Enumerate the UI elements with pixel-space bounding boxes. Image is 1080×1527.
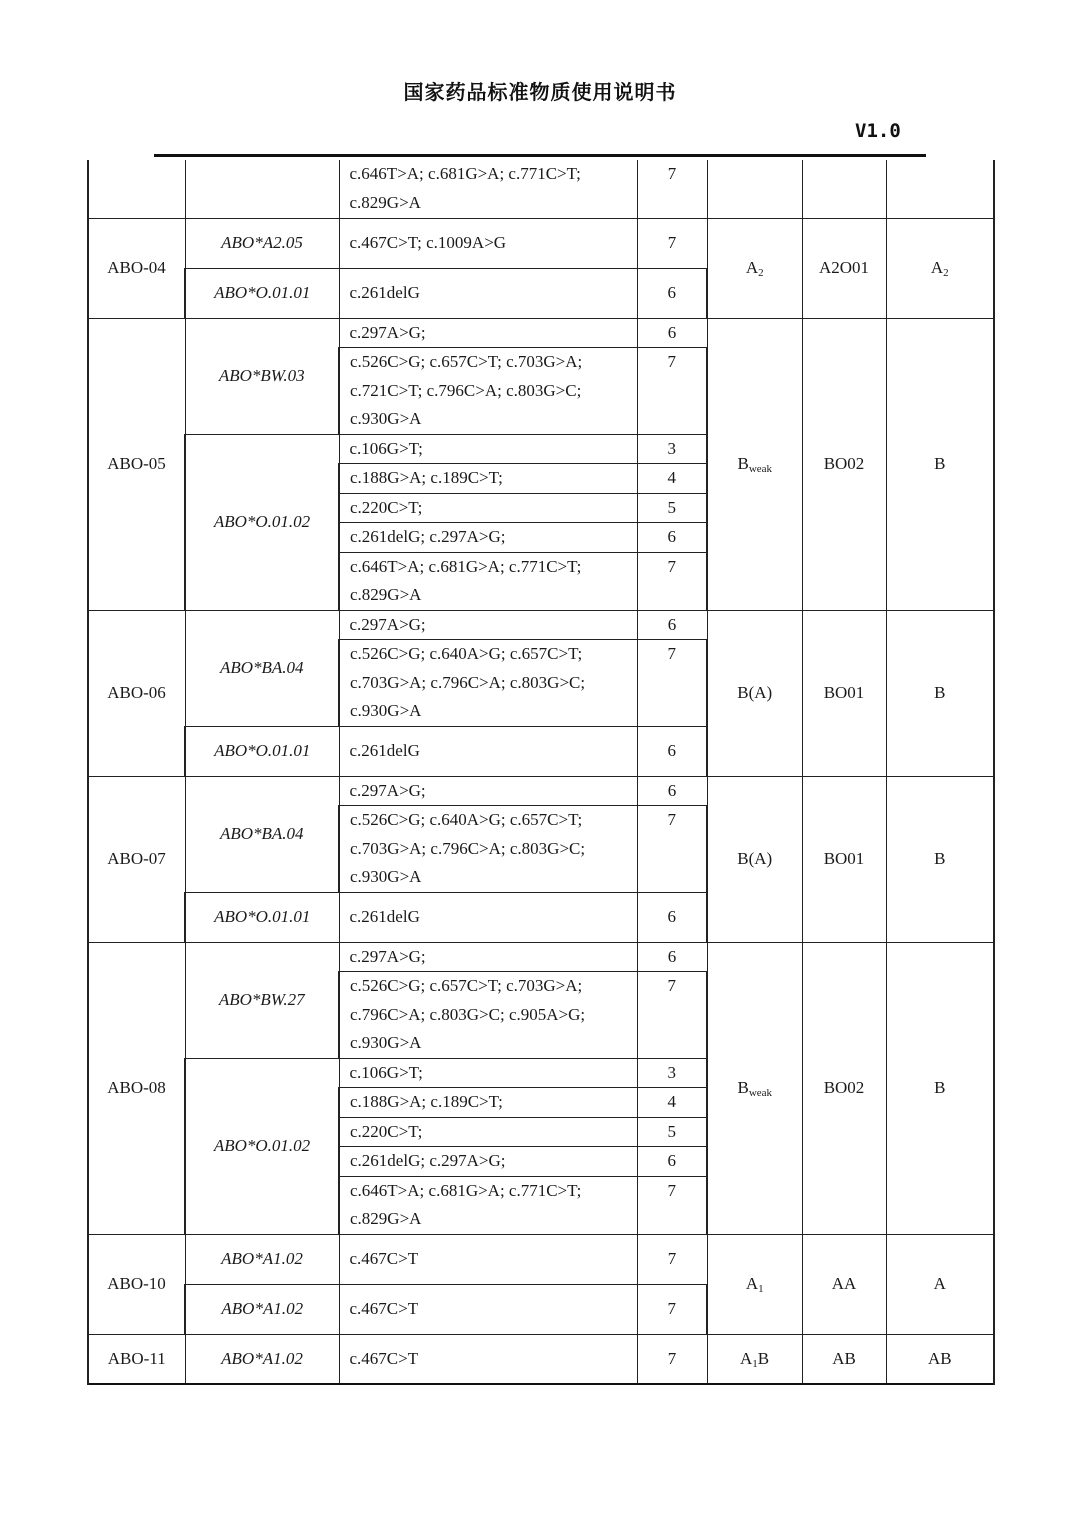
genotype-cell: A2O01 [802, 218, 886, 318]
sample-id: ABO-08 [88, 942, 185, 1234]
phenotype-base: A [745, 257, 759, 277]
phenotype-sub: 1 [758, 1282, 764, 1295]
exon-cell: 4 [637, 464, 707, 494]
exon-cell: 7 [637, 160, 707, 218]
variant-cell: c.106G>T; [339, 1058, 637, 1088]
blood-type-base: A [930, 257, 944, 277]
exon-cell: 6 [637, 726, 707, 776]
allele-cell-empty [185, 160, 339, 218]
exon-cell: 6 [637, 523, 707, 553]
exon-cell: 7 [637, 640, 707, 727]
variant-cell: c.646T>A; c.681G>A; c.771C>T; c.829G>A [339, 1176, 637, 1234]
variant-cell: c.646T>A; c.681G>A; c.771C>T; c.829G>A [339, 160, 637, 218]
variant-cell: c.297A>G; [339, 318, 637, 348]
phenotype-cell [707, 1334, 802, 1384]
id-cell-empty [88, 160, 185, 218]
allele-name: ABO*O.01.01 [185, 726, 339, 776]
allele-name: ABO*O.01.02 [185, 434, 339, 610]
exon-cell: 4 [637, 1088, 707, 1118]
variant-cell: c.297A>G; [339, 776, 637, 806]
genotype-cell: BO01 [802, 610, 886, 776]
variant-cell: c.297A>G; [339, 942, 637, 972]
variant-cell: c.106G>T; [339, 434, 637, 464]
genotype-cell: BO01 [802, 776, 886, 942]
variant-cell: c.467C>T [339, 1284, 637, 1334]
sample-id: ABO-05 [88, 318, 185, 610]
genotype-cell: AB [802, 1334, 886, 1384]
exon-cell: 7 [637, 218, 707, 268]
sample-id: ABO-11 [88, 1334, 185, 1384]
exon-cell: 7 [637, 1234, 707, 1284]
variant-cell: c.297A>G; [339, 610, 637, 640]
allele-name: ABO*BA.04 [185, 776, 339, 892]
variant-cell: c.188G>A; c.189C>T; [339, 1088, 637, 1118]
allele-name: ABO*BA.04 [185, 610, 339, 726]
allele-name: ABO*A1.02 [185, 1334, 339, 1384]
table-row-abo-06 [88, 610, 994, 640]
variant-cell: c.526C>G; c.657C>T; c.703G>A; c.796C>A; c.803G>C; c.905A>G; c.930G>A [339, 972, 637, 1059]
variant-cell: c.220C>T; [339, 1117, 637, 1147]
variant-cell: c.526C>G; c.640A>G; c.657C>T; c.703G>A; c.796C>A; c.803G>C; c.930G>A [339, 640, 637, 727]
blood-type-cell: A [886, 1234, 994, 1334]
sample-id: ABO-06 [88, 610, 185, 776]
exon-cell: 7 [637, 806, 707, 893]
phenotype-tail: B [757, 1348, 770, 1368]
variant-cell: c.467C>T; c.1009A>G [339, 218, 637, 268]
genotype-cell-empty [802, 160, 886, 218]
sample-id: ABO-07 [88, 776, 185, 942]
abo-reference-table [87, 160, 995, 1385]
document-title: 国家药品标准物质使用说明书 [403, 80, 677, 104]
sample-id: ABO-04 [88, 218, 185, 318]
genotype-cell: AA [802, 1234, 886, 1334]
allele-name: ABO*BW.27 [185, 942, 339, 1058]
table-row-abo-07 [88, 776, 994, 806]
phenotype-cell: B(A) [707, 776, 802, 942]
variant-cell: c.220C>T; [339, 493, 637, 523]
genotype-cell: BO02 [802, 318, 886, 610]
blood-type-sub: 2 [943, 266, 949, 279]
phenotype-cell [707, 942, 802, 1234]
variant-cell: c.526C>G; c.657C>T; c.703G>A; c.721C>T; c.796C>A; c.803G>C; c.930G>A [339, 348, 637, 435]
phenotype-base: B [737, 1077, 749, 1097]
table-row-abo-08 [88, 942, 994, 972]
variant-cell: c.261delG; c.297A>G; [339, 523, 637, 553]
table-row-abo-05 [88, 318, 994, 348]
allele-name: ABO*A1.02 [185, 1234, 339, 1284]
exon-cell: 3 [637, 1058, 707, 1088]
table-row-abo-11 [88, 1334, 994, 1384]
allele-name: ABO*O.01.02 [185, 1058, 339, 1234]
blood-type-cell: B [886, 610, 994, 776]
exon-cell: 7 [637, 1176, 707, 1234]
exon-cell: 3 [637, 434, 707, 464]
exon-cell: 6 [637, 942, 707, 972]
variant-cell: c.188G>A; c.189C>T; [339, 464, 637, 494]
exon-cell: 7 [637, 552, 707, 610]
blood-type-cell-empty [886, 160, 994, 218]
phenotype-cell-empty [707, 160, 802, 218]
exon-cell: 7 [637, 348, 707, 435]
phenotype-sub: weak [748, 1086, 773, 1099]
variant-cell: c.261delG [339, 268, 637, 318]
exon-cell: 7 [637, 972, 707, 1059]
sample-id: ABO-10 [88, 1234, 185, 1334]
phenotype-base: B [737, 453, 749, 473]
phenotype-cell [707, 318, 802, 610]
blood-type-cell: B [886, 318, 994, 610]
document-version: V1.0 [855, 120, 901, 142]
table-row-continued [88, 160, 994, 218]
allele-name: ABO*BW.03 [185, 318, 339, 434]
blood-type-cell: B [886, 942, 994, 1234]
allele-name: ABO*A2.05 [185, 218, 339, 268]
phenotype-sub: 1 [752, 1357, 758, 1370]
phenotype-base: A [739, 1348, 753, 1368]
variant-cell: c.261delG; c.297A>G; [339, 1147, 637, 1177]
exon-cell: 5 [637, 493, 707, 523]
blood-type-cell: AB [886, 1334, 994, 1384]
variant-cell: c.261delG [339, 892, 637, 942]
genotype-cell: BO02 [802, 942, 886, 1234]
phenotype-cell [707, 1234, 802, 1334]
allele-name: ABO*O.01.01 [185, 892, 339, 942]
variant-cell: c.467C>T [339, 1334, 637, 1384]
exon-cell: 7 [637, 1284, 707, 1334]
variant-cell: c.646T>A; c.681G>A; c.771C>T; c.829G>A [339, 552, 637, 610]
exon-cell: 5 [637, 1117, 707, 1147]
allele-name: ABO*O.01.01 [185, 268, 339, 318]
blood-type-cell: B [886, 776, 994, 942]
exon-cell: 6 [637, 776, 707, 806]
phenotype-base: A [745, 1273, 759, 1293]
phenotype-cell [707, 218, 802, 318]
phenotype-sub: weak [748, 462, 773, 475]
blood-type-cell [886, 218, 994, 318]
table-row-abo-10 [88, 1234, 994, 1284]
exon-cell: 6 [637, 318, 707, 348]
exon-cell: 6 [637, 610, 707, 640]
variant-cell: c.526C>G; c.640A>G; c.657C>T; c.703G>A; c.796C>A; c.803G>C; c.930G>A [339, 806, 637, 893]
phenotype-sub: 2 [758, 266, 764, 279]
exon-cell: 6 [637, 268, 707, 318]
variant-cell: c.261delG [339, 726, 637, 776]
header-rule [154, 154, 926, 157]
exon-cell: 6 [637, 1147, 707, 1177]
exon-cell: 7 [637, 1334, 707, 1384]
phenotype-cell: B(A) [707, 610, 802, 776]
allele-name: ABO*A1.02 [185, 1284, 339, 1334]
table-row-abo-04 [88, 218, 994, 268]
variant-cell: c.467C>T [339, 1234, 637, 1284]
exon-cell: 6 [637, 892, 707, 942]
